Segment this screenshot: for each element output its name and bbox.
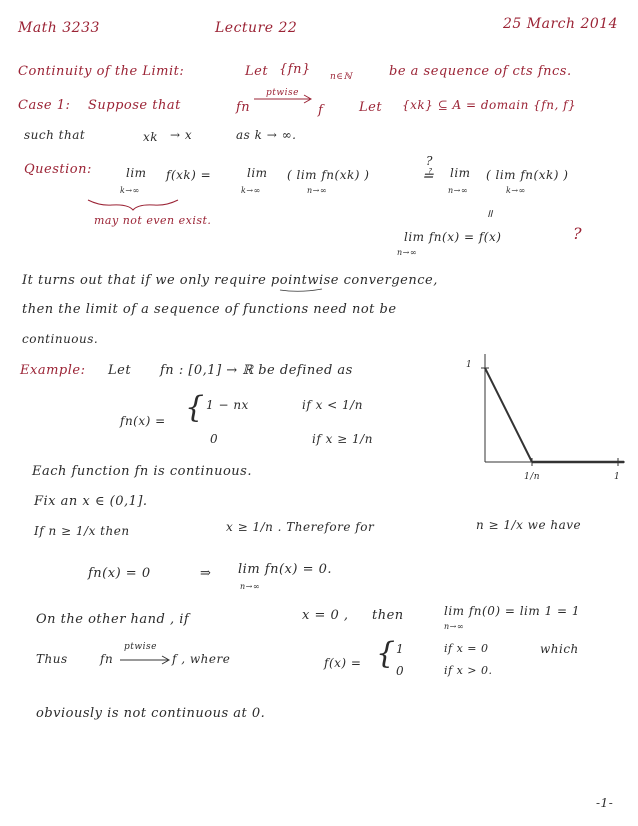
may-not-exist-note: may not even exist.: [94, 214, 212, 227]
thus-fn: fn: [100, 652, 114, 666]
piecewise-brace: {: [185, 390, 205, 425]
xk-symbol: xk: [143, 130, 159, 144]
paragraph-line-3: continuous.: [22, 332, 99, 346]
domain-set: {xk} ⊆ A = domain {fn, f}: [402, 98, 577, 112]
graph-descending-segment: [485, 368, 532, 462]
then-word: then: [372, 608, 404, 623]
inner-limit-right: ( lim fn(xk) ): [486, 168, 569, 182]
equals-vertical: ॥: [486, 207, 494, 220]
bottom-lim-sub: n→∞: [397, 248, 418, 257]
piece-b-condition: if x ≥ 1/n: [312, 432, 373, 446]
pointwise-label: ptwise: [266, 88, 299, 98]
graph-label-y1: 1: [466, 360, 473, 370]
let-word-2: Let: [359, 100, 383, 115]
lim-3-sub: n→∞: [448, 186, 469, 195]
piece-b-value: 0: [210, 432, 219, 446]
paragraph-line-2: then the limit of a sequence of functions need not be: [22, 302, 397, 317]
implies-arrow: ⇒: [200, 566, 212, 581]
graph-label-1n: 1/n: [524, 472, 541, 482]
lim-3: lim: [450, 166, 471, 180]
lecture-number: Lecture 22: [215, 20, 298, 36]
limit-is-zero: lim fn(x) = 0.: [238, 562, 332, 577]
course-title: Math 3233: [18, 20, 100, 36]
each-function-continuous: Each function fn is continuous.: [32, 464, 252, 479]
question-mark-top: ?: [426, 154, 433, 168]
lim-2: lim: [247, 166, 268, 180]
other-hand: On the other hand , if: [36, 612, 190, 627]
piece-a-value: 1 − nx: [206, 398, 249, 412]
fn-of-x: fn(x) =: [120, 414, 166, 428]
lim-1: lim: [126, 166, 147, 180]
question-mark-bottom: ?: [573, 224, 583, 243]
f-of-x: f(x) =: [324, 656, 362, 670]
underbrace: [88, 200, 178, 210]
obviously-not-continuous: obviously is not continuous at 0.: [36, 706, 266, 721]
piece-a-condition: if x < 1/n: [302, 398, 363, 412]
case-label: Case 1:: [18, 98, 71, 113]
page-number: -1-: [596, 796, 614, 810]
inner-limit-left: ( lim fn(xk) ): [287, 168, 370, 182]
inner-lim-right-sub: k→∞: [506, 186, 526, 195]
example-definition: fn : [0,1] → ℝ be defined as: [160, 363, 353, 378]
limit-cond-b: if x > 0.: [444, 664, 493, 677]
let-word: Let: [245, 64, 269, 79]
section-heading: Continuity of the Limit:: [18, 64, 185, 79]
limit-piece-a: 1: [396, 642, 405, 656]
limit-at-zero-sub: n→∞: [444, 622, 465, 631]
x-equals-zero: x = 0 ,: [302, 608, 349, 623]
example-label: Example:: [20, 363, 86, 378]
sequence-description: be a sequence of cts fncs.: [389, 64, 572, 79]
limit-brace: {: [376, 636, 396, 671]
f-of-xk: f(xk) =: [166, 168, 212, 182]
limit-at-zero: lim fn(0) = lim 1 = 1: [444, 604, 581, 618]
converges-to-x: → x: [170, 128, 193, 142]
limit-cond-a: if x = 0: [444, 642, 489, 655]
paragraph-line-1: It turns out that if we only require pointwise convergence,: [22, 273, 438, 288]
thus-word: Thus: [36, 652, 68, 666]
ptwise-arrowhead-2: [162, 656, 169, 664]
only-underline: [280, 289, 322, 291]
limit-piece-b: 0: [396, 664, 405, 678]
limit-zero-sub: n→∞: [240, 582, 261, 591]
fix-x: Fix an x ∈ (0,1].: [34, 494, 148, 509]
we-have: n ≥ 1/x we have: [476, 518, 582, 532]
ptwise-arrowhead-1: [304, 95, 311, 103]
inner-lim-left-sub: n→∞: [307, 186, 328, 195]
lecture-date: 25 March 2014: [503, 16, 619, 32]
pointwise-limit-eq: lim fn(x) = f(x): [404, 230, 502, 244]
if-n-geq: If n ≥ 1/x then: [34, 524, 130, 538]
lim-2-sub: k→∞: [241, 186, 261, 195]
thus-pointwise: ptwise: [124, 642, 157, 652]
example-let: Let: [108, 363, 132, 378]
f-symbol: f: [318, 103, 324, 118]
graph-label-x1: 1: [614, 472, 621, 482]
such-that-text: such that: [24, 128, 86, 142]
which-word: which: [540, 642, 579, 656]
sequence-index: n∈ℕ: [330, 72, 353, 82]
sequence-symbol: {fn}: [279, 62, 311, 77]
fn-symbol: fn: [236, 100, 251, 115]
f-where: f , where: [172, 652, 231, 666]
suppose-text: Suppose that: [88, 98, 181, 113]
lim-1-sub: k→∞: [120, 186, 140, 195]
question-label: Question:: [24, 162, 92, 177]
as-k-infinity: as k → ∞.: [236, 128, 297, 142]
questioned-equality: ≟: [422, 168, 435, 184]
therefore-line: x ≥ 1/n . Therefore for: [226, 520, 375, 534]
fn-equals-zero: fn(x) = 0: [88, 566, 151, 581]
